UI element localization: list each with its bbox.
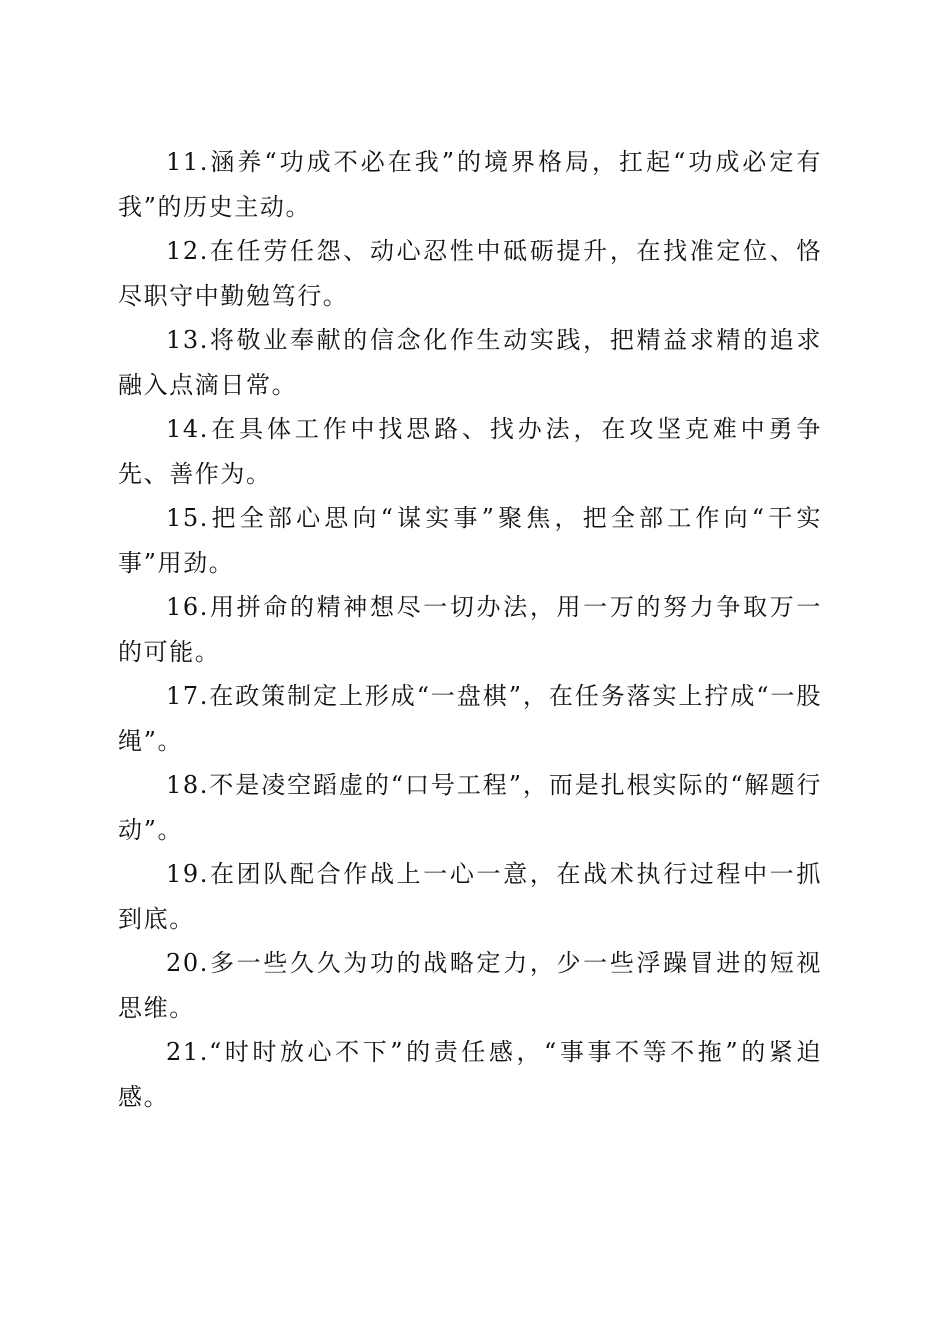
paragraph-16: 16.用拼命的精神想尽一切办法，用一万的努力争取万一的可能。 <box>118 593 822 666</box>
paragraph-21: 21.“时时放心不下”的责任感，“事事不等不拖”的紧迫感。 <box>118 1038 822 1111</box>
document-body <box>118 140 822 1119</box>
paragraph-17: 17.在政策制定上形成“一盘棋”，在任务落实上拧成“一股绳”。 <box>118 682 822 755</box>
paragraph-12: 12.在任劳任怨、动心忍性中砥砺提升，在找准定位、恪尽职守中勤勉笃行。 <box>118 237 822 310</box>
paragraph-15: 15.把全部心思向“谋实事”聚焦，把全部工作向“干实事”用劲。 <box>118 504 822 577</box>
paragraph-19: 19.在团队配合作战上一心一意，在战术执行过程中一抓到底。 <box>118 860 822 933</box>
paragraph-18: 18.不是凌空蹈虚的“口号工程”，而是扎根实际的“解题行动”。 <box>118 771 822 844</box>
paragraph-20: 20.多一些久久为功的战略定力，少一些浮躁冒进的短视思维。 <box>118 949 822 1022</box>
paragraph-13: 13.将敬业奉献的信念化作生动实践，把精益求精的追求融入点滴日常。 <box>118 326 822 399</box>
paragraph-11: 11.涵养“功成不必在我”的境界格局，扛起“功成必定有我”的历史主动。 <box>118 148 822 221</box>
paragraph-14: 14.在具体工作中找思路、找办法，在攻坚克难中勇争先、善作为。 <box>118 415 822 488</box>
